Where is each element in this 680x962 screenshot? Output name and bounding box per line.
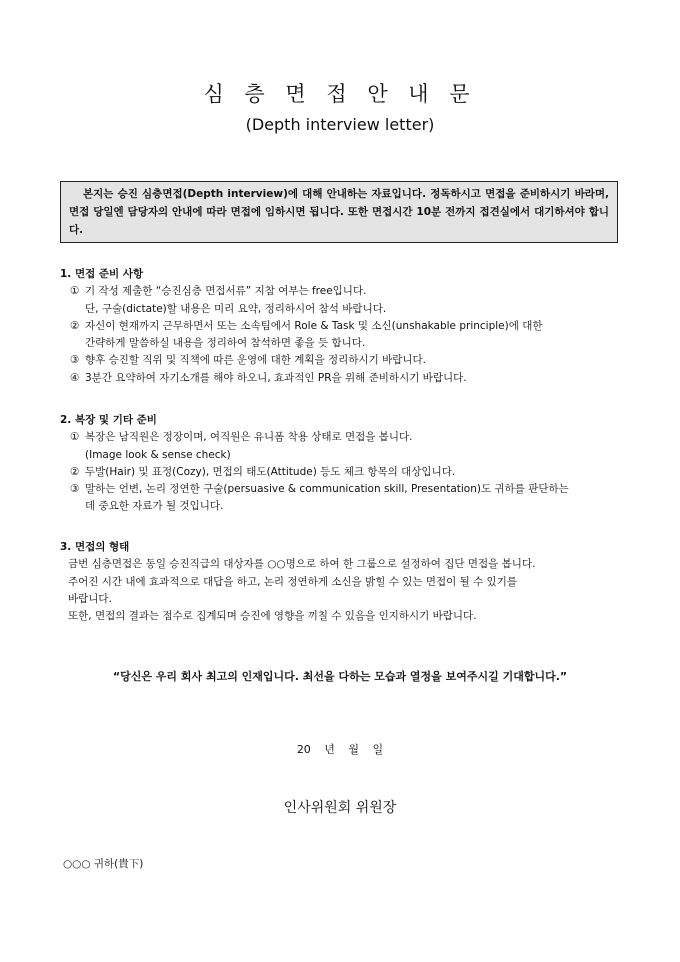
item-text: 두발(Hair) 및 표정(Cozy), 면접의 태도(Attitude) 등도 체크 항목의 대상입니다. — [85, 465, 456, 478]
paragraph-line: 바랍니다. — [68, 592, 112, 605]
item-continuation: 단, 구술(dictate)할 내용은 미리 요약, 정리하시어 참석 바랍니다. — [85, 302, 387, 315]
item-number: ④ — [70, 371, 80, 384]
section-attire — [60, 412, 625, 516]
item-number: ① — [70, 431, 80, 444]
section-title: 3. 면접의 형태 — [60, 541, 130, 553]
item-number: ① — [70, 285, 80, 298]
item-text: 복장은 남직원은 정장이며, 여직원은 유니폼 착용 상태로 면접을 봅니다. — [85, 431, 413, 444]
paragraph-line: 주어진 시간 내에 효과적으로 대답을 하고, 논리 정연하게 소신을 밝힐 수 있는 면접이 될 수 있기를 — [68, 575, 517, 588]
item-text: 기 작성 제출한 “승진심층 면접서류” 지참 여부는 free입니다. — [85, 285, 367, 298]
list-item — [60, 464, 625, 481]
section-title: 1. 면접 준비 사항 — [60, 268, 144, 280]
date-line: 20 년 월 일 — [296, 743, 384, 756]
signer-title: 인사위원회 위원장 — [283, 800, 397, 816]
list-item — [60, 429, 625, 446]
item-number: ② — [70, 465, 80, 478]
recipient-line: ○○○ 귀하(貴下) — [63, 858, 144, 870]
item-continuation: 데 중요한 자료가 될 것입니다. — [85, 500, 224, 513]
item-text: 향후 승진할 직위 및 직책에 따른 운영에 대한 계획을 정리하시기 바랍니다. — [85, 354, 427, 367]
document-subtitle: (Depth interview letter) — [245, 115, 435, 134]
item-continuation: (Image look & sense check) — [85, 448, 231, 461]
item-number: ② — [70, 319, 80, 332]
section-title: 2. 복장 및 기타 준비 — [60, 414, 157, 426]
item-continuation: 간략하게 말씀하실 내용을 정리하여 참석하면 좋을 듯 합니다. — [85, 337, 366, 350]
list-item — [60, 481, 625, 498]
item-text: 3분간 요약하여 자기소개를 해야 하오니, 효과적인 PR을 위해 준비하시기 바랍니다. — [85, 371, 467, 384]
item-number: ③ — [70, 354, 80, 367]
item-text: 자신이 현재까지 근무하면서 또는 소속팀에서 Role & Task 및 소신(unshakable principle)에 대한 — [85, 319, 543, 332]
section-format — [60, 539, 625, 625]
item-number: ③ — [70, 483, 80, 496]
paragraph-line: 또한, 면접의 결과는 점수로 집계되며 승진에 영향을 끼칠 수 있음을 인지하시기 바랍니다. — [68, 610, 477, 623]
paragraph-line: 금번 심층면접은 동일 승진직급의 대상자를 ○○명으로 하여 한 그룹으로 설정하여 집단 면접을 봅니다. — [68, 558, 536, 571]
notice-box: 본지는 승진 심층면접(Depth interview)에 대해 안내하는 자료입니다. 정독하시고 면접을 준비하시기 바라며, 면접 당일엔 담당자의 안내에 따라 면접에 임하시면 됩니다. 또한 면접시간 10분 전까지 접견실에서 대기하셔야 합니다. — [60, 181, 618, 243]
list-item — [60, 318, 625, 335]
document-title: 심 층 면 접 안 내 문 — [203, 82, 477, 106]
list-item — [60, 370, 625, 387]
list-item — [60, 352, 625, 369]
list-item — [60, 283, 625, 300]
item-text: 말하는 언변, 논리 정연한 구술(persuasive & communication skill, Presentation)도 귀하를 판단하는 — [85, 483, 569, 496]
section-preparation — [60, 266, 625, 387]
closing-quote: “당신은 우리 회사 최고의 인재입니다. 최선을 다하는 모습과 열정을 보여주시길 기대합니다.” — [112, 670, 568, 683]
